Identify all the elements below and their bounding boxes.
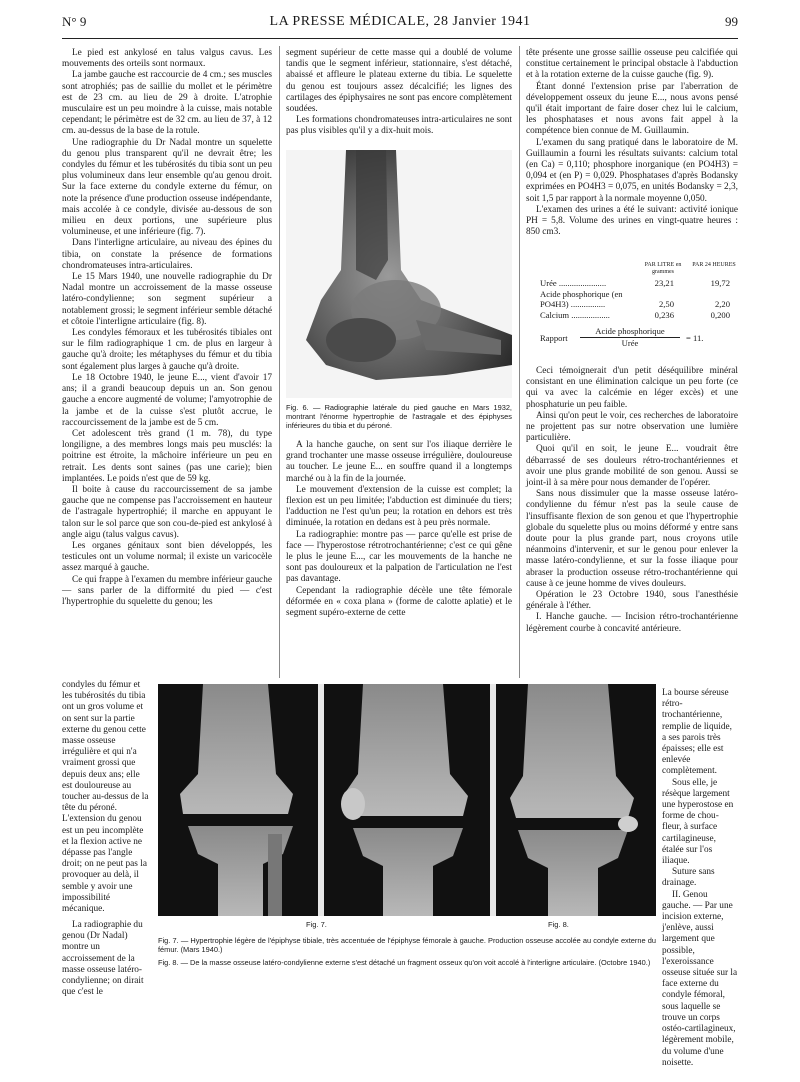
paragraph: Ainsi qu'on peut le voir, ces recherches de laboratoire ne projettent pas sur notre observation une lumière particulière.	[526, 410, 738, 444]
ratio-formula: Rapport Acide phosphorique Urée = 11.	[540, 326, 704, 348]
table-row: Acide phosphorique (en	[540, 288, 623, 299]
figure-6-xray	[286, 150, 512, 398]
column-divider	[279, 46, 280, 678]
paragraph: Il boite à cause du raccourcissement de sa jambe gauche que ne compense pas l'accroissement en hauteur de l'astragale hypertrophié; il marche en appuyant le talon sur le sol parce que son cou-de-pied est ankylosé à angle aigu (talus valgus cavus).	[62, 484, 272, 540]
column-1-narrow	[62, 680, 152, 916]
journal-title: LA PRESSE MÉDICALE, 28 Janvier 1941	[269, 14, 531, 29]
paragraph: Sans nous dissimuler que la masse osseuse latéro-condylienne du fémur n'est pas la seule cause de l'insuffisante flexion de son genou et que l'hypertrophie globale du squelette plus ou moins déformé y entre sans doute pour la plus grande part, nous croyons utile néanmoins d'intervenir, et sur le genou pour enlever la masse latéro-condylienne, et sur la fosse iliaque pour abraser la production osseuse rétro-trochantérienne qui cause à ce jeune homme de vives douleurs.	[526, 489, 738, 589]
paragraph: Les formations chondromateuses intra-articulaires ne sont pas plus visibles qu'il y a dix-huit mois.	[286, 115, 512, 137]
table-header-per-litre: PAR LITRE en grammes	[644, 262, 682, 275]
figure-7-8-xrays	[158, 684, 656, 916]
paragraph: Le pied est ankylosé en talus valgus cavus. Les mouvements des orteils sont normaux.	[62, 48, 272, 70]
issue-number: N° 9	[62, 14, 87, 29]
header-rule	[62, 38, 738, 39]
paragraph: Le 15 Mars 1940, une nouvelle radiographie du Dr Nadal montre un accroissement de la masse osseuse latéro-condylienne; son segment supérieur a notablement grossi; le segment inférieur semble détaché et côtoie l'interligne articulaire (fig. 8).	[62, 272, 272, 327]
page-number: 99	[725, 14, 738, 29]
paragraph: L'examen du sang pratiqué dans le laboratoire de M. Guillaumin a fourni les résultats suivants: calcium total (en Ca) = 0,110; phosphore inorganique (en PO4H3) = 0,094 et (en P) = 0,029. Phosphatases d'après Bodansky exprimées en PO4H3 = 0,075, en unités Bodansky = 2,3, soit 1,5 par rapport à la normale moyenne 0,050.	[526, 137, 738, 204]
figure-7-caption: Fig. 7. — Hypertrophie légère de l'épiphyse tibiale, très accentuée de l'épiphyse fémorale à gauche. Production osseuse accolée au condyle externe du fémur. (Mars 1940.)	[158, 936, 656, 954]
column-1	[62, 48, 272, 680]
paragraph: Cependant la radiographie décèle une tête fémorale déformée en « coxa plana » (forme de calotte aplatie) et le segment supéro-externe de cette	[286, 585, 512, 619]
paragraph: Cet adolescent très grand (1 m. 78), du type longiligne, a des membres longs mais peu musclés: la poitrine est étroite, la mâchoire inférieure un peu en retrait. Les dents sont saines (pas une carie); bien implantées. Le poids n'est que de 59 kg.	[62, 428, 272, 484]
paragraph: segment supérieur de cette masse qui a doublé de volume tandis que le segment inférieur, stationnaire, s'est détaché, abaissé et affleure le plateau externe du tibia. Le squelette du genou est toujours assez décalcifié; les lignes des cartilages des épiphysaires ne sont pas encore complètement soudées.	[286, 48, 512, 115]
table-header-per-24h: PAR 24 HEURES	[692, 262, 736, 268]
paragraph: Opération le 23 Octobre 1940, sous l'anesthésie générale à l'éther.	[526, 590, 738, 612]
page-header	[62, 14, 738, 36]
table-row: PO4H3) ................ 2,50 2,20	[540, 299, 730, 309]
table-row: Urée ...................... 23,21 19,72	[540, 278, 730, 288]
paragraph: Dans l'interligne articulaire, au niveau des épines du tibia, on constate la présence de formations chondromateuses intra-articulaires.	[62, 238, 272, 271]
paragraph: Une radiographie du Dr Nadal montre un squelette du genou plus transparent qu'il ne devrait être; les condyles du fémur et les tubérosités du tibia sont un peu plus volumineux dans leur ensemble qu'au genou droit. Sur la face externe du condyle externe du fémur, on note la présence d'une production osseuse indépendante, mais accolée à ce condyle, divisée au-dessous de son milieu en deux portions, une supérieure plus volumineuse, et une inférieure (fig. 7).	[62, 137, 272, 238]
figure-8-caption: Fig. 8. — De la masse osseuse latéro-condylienne externe s'est détaché un fragment osseux qu'on voit accolé à l'interligne articulaire. (Octobre 1940.)	[158, 958, 651, 967]
urine-results-table	[540, 262, 740, 360]
paragraph: tête présente une grosse saillie osseuse peu calcifiée qui constitue certainement le principal obstacle à l'abduction et à la rotation externe de la cuisse gauche (fig. 9).	[526, 48, 738, 81]
paragraph: A la hanche gauche, on sent sur l'os iliaque derrière le grand trochanter une masse osseuse irrégulière, douloureuse au toucher. Le jeune E... en souffre quand il a longtemps marché ou à la fin de la journée.	[286, 440, 512, 484]
column-3-narrow	[662, 688, 738, 1068]
paragraph: Suture sans drainage.	[662, 867, 715, 889]
paragraph: II. Genou gauche. — Par une incision externe, j'enlève, aussi largement que possible, l'exeroissance osseuse située sur la face externe du condyle fémoral, sous laquelle se trouve un corps ostéo-cartilagineux, légèrement mobile, du volume d'une noisette.	[662, 889, 738, 1068]
paragraph: Ceci témoignerait d'un petit déséquilibre minéral consistant en une élimination calcique un peu forte (ce qui va avec la calcémie en léger excès) et une phosphaturie un peu faible.	[526, 366, 738, 410]
paragraph: Les organes génitaux sont bien développés, les testicules ont un volume normal; il existe un varicocèle assez marqué à gauche.	[62, 540, 272, 574]
column-divider	[519, 46, 520, 678]
figure-6-caption: Fig. 6. — Radiographie latérale du pied gauche en Mars 1932, montrant l'énorme hypertrophie de l'astragale et des épiphyses inférieures du tibia et du péroné.	[286, 403, 512, 430]
paragraph: Étant donné l'extension prise par l'aberration de développement osseux du jeune E..., nous avons pensé qu'il était important de faire doser chez lui le calcium, les phosphatases et nous avons fait appel à la compétence bien connue de M. Guillaumin.	[526, 81, 738, 137]
paragraph: Le mouvement d'extension de la cuisse est complet; la flexion est un peu limitée; l'abduction est diminuée du tiers; l'adduction ne l'est qu'un peu; la rotation en dehors est très diminuée, la rotation en dedans est à peu près normale.	[286, 484, 512, 529]
figure-7-label: Fig. 7.	[306, 920, 327, 929]
column-2-top	[286, 48, 512, 148]
column-2-middle	[286, 440, 512, 680]
paragraph: Quoi qu'il en soit, le jeune E... voudrait être débarrassé de ses douleurs rétro-trochantériennes et avoir une plus grande mobilité de son genou. Aussi se joint-il à sa mère pour nous demander de l'opérer.	[526, 444, 738, 489]
paragraph: La radiographie du genou (Dr Nadal) montre un accroissement de la masse osseuse latéro-condylienne; on dirait que c'est le	[62, 920, 144, 998]
paragraph: Le 18 Octobre 1940, le jeune E..., vient d'avoir 17 ans; il a grandi beaucoup depuis un an. Son genou gauche a encore augmenté de volume; l'amyotrophie de la jambe et de la cuisse s'est plutôt accrue, le raccourcissement de la jambe est de 5 cm.	[62, 372, 272, 428]
column-1-narrow-end	[62, 920, 152, 1042]
figure-8-label: Fig. 8.	[548, 920, 569, 929]
paragraph: I. Hanche gauche. — Incision rétro-trochantérienne légèrement courbe à concavité antérieure.	[526, 612, 738, 634]
paragraph: Les condyles fémoraux et les tubérosités tibiales ont sur le film radiographique 1 cm. de plus en largeur à gauche qu'à droite; les métaphyses du fémur et du tibia sont également plus larges à gauche qu'à droite.	[62, 328, 272, 372]
paragraph: La jambe gauche est raccourcie de 4 cm.; ses muscles sont atrophiés; pas de saillie du mollet et le périmètre est de 23 cm. au lieu de 29 à droite. L'atrophie musculaire est un peu moindre à la cuisse, mais notable cependant; le périmètre est de 32 cm. au lieu de 37, à 12 cm. au-dessus de la base de la rotule.	[62, 70, 272, 137]
knee-xray-icon	[158, 684, 656, 916]
foot-xray-icon	[286, 150, 512, 398]
table-row: Calcium .................. 0,236 0,200	[540, 309, 730, 320]
paragraph: L'examen des urines a été le suivant: activité ionique PH = 5,8. Volume des urines en vingt-quatre heures : 850 cm3.	[526, 204, 738, 238]
column-3-middle	[526, 366, 738, 680]
paragraph: Ce qui frappe à l'examen du membre inférieur gauche — sans parler de la difformité du pied — c'est l'hypertrophie du squelette du genou; les	[62, 574, 272, 607]
paragraph: condyles du fémur et les tubérosités du tibia ont un gros volume et on sent sur la partie externe du genou cette masse osseuse irrégulière et qui n'a vraiment grossi que depuis deux ans; elle est douloureuse au toucher au-dessus de la tête du péroné. L'extension du genou est un peu incomplète et la flexion active ne dépasse pas l'angle droit; on ne peut pas la provoquer au delà, il semble y avoir une impossibilité mécanique.	[62, 680, 149, 915]
column-3-top	[526, 48, 738, 248]
paragraph: La radiographie: montre pas — parce qu'elle est prise de face — l'hyperostose rétrotrochantérienne; c'est ce qui gêne le plus le jeune E..., car les mouvements de la hanche ne sont pas douloureux et la palpation de l'articulation ne l'est pas davantage.	[286, 529, 512, 585]
paragraph: Sous elle, je résèque largement une hyperostose en forme de chou-fleur, à surface cartilagineuse, étalée sur l'os iliaque.	[662, 777, 734, 867]
paragraph: La bourse séreuse rétro-trochantérienne, remplie de liquide, a ses parois très épaisses; elle est enlevée complètement.	[662, 688, 732, 777]
